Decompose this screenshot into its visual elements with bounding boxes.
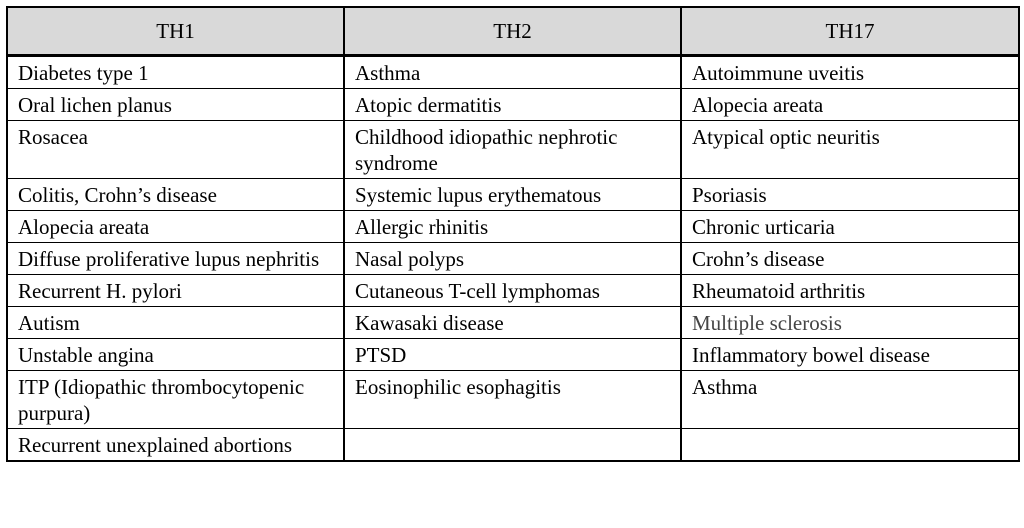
- th17-cell: Autoimmune uveitis: [681, 56, 1019, 89]
- table-row: [7, 307, 1019, 339]
- table-row: [7, 429, 1019, 462]
- th2-cell: Childhood idiopathic nephrotic syndrome: [344, 121, 681, 179]
- header-th1: TH1: [7, 7, 344, 56]
- th2-cell: Systemic lupus erythematous: [344, 179, 681, 211]
- table-row: [7, 179, 1019, 211]
- th2-cell: Cutaneous T-cell lymphomas: [344, 275, 681, 307]
- th17-cell: Alopecia areata: [681, 89, 1019, 121]
- th17-cell: Asthma: [681, 371, 1019, 429]
- header-th17: TH17: [681, 7, 1019, 56]
- table-row: [7, 211, 1019, 243]
- th17-cell: Crohn’s disease: [681, 243, 1019, 275]
- th1-cell: Recurrent unexplained abortions: [7, 429, 344, 462]
- table-row: [7, 339, 1019, 371]
- table-row: [7, 275, 1019, 307]
- th17-cell: Multiple sclerosis: [681, 307, 1019, 339]
- th2-cell: Kawasaki disease: [344, 307, 681, 339]
- th1-cell: Rosacea: [7, 121, 344, 179]
- table-row: [7, 371, 1019, 429]
- th1-cell: Diabetes type 1: [7, 56, 344, 89]
- th2-cell: [344, 429, 681, 462]
- disease-table: [6, 6, 1020, 462]
- th1-cell: Oral lichen planus: [7, 89, 344, 121]
- th2-cell: PTSD: [344, 339, 681, 371]
- header-row: [7, 7, 1019, 56]
- th17-cell: [681, 429, 1019, 462]
- th1-cell: Recurrent H. pylori: [7, 275, 344, 307]
- th2-cell: Eosinophilic esophagitis: [344, 371, 681, 429]
- th2-cell: Asthma: [344, 56, 681, 89]
- th1-cell: Autism: [7, 307, 344, 339]
- header-th2: TH2: [344, 7, 681, 56]
- th1-cell: ITP (Idiopathic thrombocytopenic purpura): [7, 371, 344, 429]
- th1-cell: Unstable angina: [7, 339, 344, 371]
- th2-cell: Nasal polyps: [344, 243, 681, 275]
- th17-cell: Atypical optic neuritis: [681, 121, 1019, 179]
- th1-cell: Diffuse proliferative lupus nephritis: [7, 243, 344, 275]
- th2-cell: Allergic rhinitis: [344, 211, 681, 243]
- th1-cell: Colitis, Crohn’s disease: [7, 179, 344, 211]
- th17-cell: Psoriasis: [681, 179, 1019, 211]
- th1-cell: Alopecia areata: [7, 211, 344, 243]
- table-row: [7, 89, 1019, 121]
- table-row: [7, 243, 1019, 275]
- th2-cell: Atopic dermatitis: [344, 89, 681, 121]
- th17-cell: Rheumatoid arthritis: [681, 275, 1019, 307]
- th17-cell: Inflammatory bowel disease: [681, 339, 1019, 371]
- table-row: [7, 121, 1019, 179]
- th17-cell: Chronic urticaria: [681, 211, 1019, 243]
- table-row: [7, 56, 1019, 89]
